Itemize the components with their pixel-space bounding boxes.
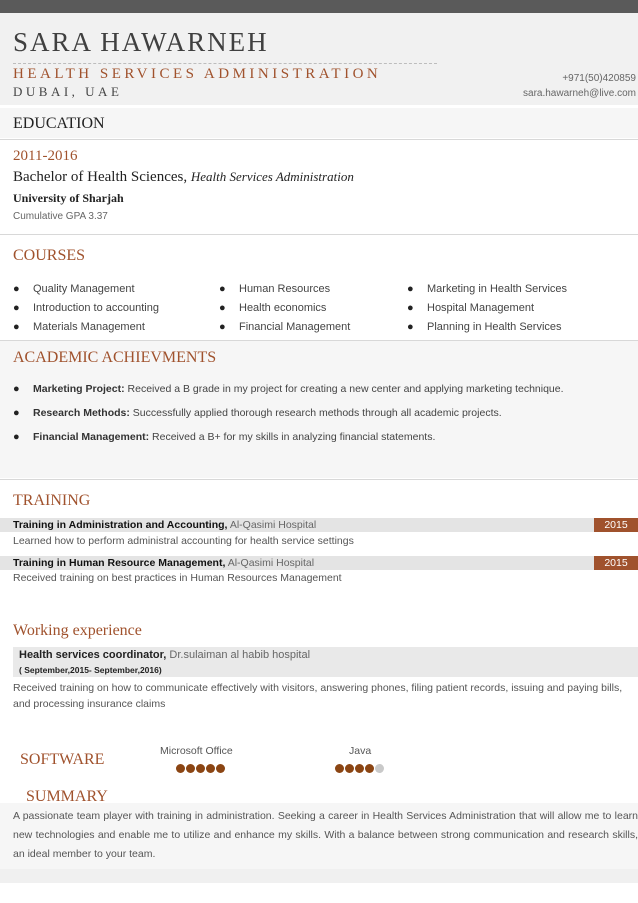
contact-phone: +971(50)420859 (562, 73, 636, 84)
rating-dot (345, 764, 354, 773)
list-item: ● Hospital Management (407, 302, 535, 314)
training-title-1: Training in Administration and Accounting, Al-Qasimi Hospital (13, 519, 317, 531)
courses-column-1 (13, 282, 159, 339)
training-divider (0, 479, 638, 480)
bullet-icon: ● (13, 383, 20, 395)
list-item: ● Research Methods: Successfully applied thorough research methods through all academic projects. (13, 407, 502, 419)
list-item: ● Human Resources (219, 283, 331, 295)
rating-dot (375, 764, 384, 773)
list-item: ● Financial Management (219, 321, 351, 333)
education-degree (13, 169, 354, 186)
education-university: University of Sharjah (13, 191, 124, 205)
training-row (0, 518, 638, 532)
degree-name: Bachelor of Health Sciences, (13, 169, 188, 185)
list-item: ● Materials Management (13, 321, 145, 333)
achievements-heading: ACADEMIC ACHIEVMENTS (13, 349, 217, 366)
bullet-icon: ● (407, 283, 414, 295)
bullet-icon: ● (13, 407, 20, 419)
education-years: 2011-2016 (13, 148, 78, 164)
skill-rating-java (335, 764, 385, 774)
training-title-2: Training in Human Resource Management, Al-Qasimi Hospital (13, 557, 315, 569)
top-bar (0, 0, 638, 13)
bullet-icon: ● (407, 302, 414, 314)
list-item: ● Planning in Health Services (407, 321, 562, 333)
training-heading: TRAINING (13, 492, 91, 509)
rating-dot (206, 764, 215, 773)
list-item: ● Marketing in Health Services (407, 283, 568, 295)
rating-dot (335, 764, 344, 773)
list-item: ● Financial Management: Received a B+ for my skills in analyzing financial statements. (13, 431, 436, 443)
achievements-divider (0, 340, 638, 341)
education-heading: EDUCATION (13, 115, 105, 132)
bullet-icon: ● (13, 302, 20, 314)
contact-email[interactable]: sara.hawarneh@live.com (523, 88, 636, 99)
candidate-title: HEALTH SERVICES ADMINISTRATION (13, 66, 382, 82)
skill-name-java: Java (349, 745, 372, 757)
education-gpa: Cumulative GPA 3.37 (13, 211, 108, 222)
training-year-badge: 2015 (594, 556, 638, 570)
courses-heading: COURSES (13, 247, 86, 264)
work-role-line: Health services coordinator, Dr.sulaiman al habib hospital (19, 649, 311, 661)
candidate-name: SARA HAWARNEH (13, 27, 269, 57)
degree-major: Health Services Administration (190, 169, 354, 184)
courses-divider (0, 234, 638, 235)
rating-dot (355, 764, 364, 773)
list-item: ● Introduction to accounting (13, 302, 159, 314)
training-desc-2: Received training on best practices in Human Resources Management (13, 572, 342, 584)
training-year-badge: 2015 (594, 518, 638, 532)
rating-dot (176, 764, 185, 773)
summary-text: A passionate team player with training in administration. Seeking a career in Health Services Administration that will allow me to learn new technologies and enable me to utilize and enhance my skills. With a balance between strong communication and research skills, an ideal member to your team. (13, 810, 638, 860)
achievements-list (13, 383, 635, 455)
work-description: Received training on how to communicate effectively with visitors, answering phones, filing patient records, issuing and paying bills, and processing insurance claims (13, 682, 623, 710)
bullet-icon: ● (407, 321, 414, 333)
work-entry (13, 647, 638, 677)
summary-heading: SUMMARY (26, 788, 108, 805)
training-desc-1: Learned how to perform administral accounting for health service settings (13, 535, 354, 547)
bullet-icon: ● (13, 321, 20, 333)
training-row (0, 556, 638, 570)
rating-dot (216, 764, 225, 773)
header-divider (13, 63, 437, 64)
rating-dot (196, 764, 205, 773)
bullet-icon: ● (219, 321, 226, 333)
work-dates: ( September,2015- September,2016) (19, 665, 162, 675)
rating-dot (186, 764, 195, 773)
skill-rating-office (176, 764, 226, 774)
bullet-icon: ● (219, 302, 226, 314)
bullet-icon: ● (219, 283, 226, 295)
courses-column-3 (407, 282, 567, 339)
bullet-icon: ● (13, 283, 20, 295)
education-divider (0, 139, 638, 140)
skill-name-office: Microsoft Office (160, 745, 233, 757)
candidate-location: DUBAI, UAE (13, 84, 123, 99)
rating-dot (365, 764, 374, 773)
bullet-icon: ● (13, 431, 20, 443)
work-heading: Working experience (13, 622, 142, 639)
list-item: ● Quality Management (13, 283, 135, 295)
list-item: ● Health economics (219, 302, 327, 314)
bottom-strip (0, 869, 638, 883)
list-item: ● Marketing Project: Received a B grade in my project for creating a new center and applying marketing technique. (13, 383, 564, 395)
software-heading: SOFTWARE (20, 751, 105, 768)
courses-column-2 (219, 282, 350, 339)
